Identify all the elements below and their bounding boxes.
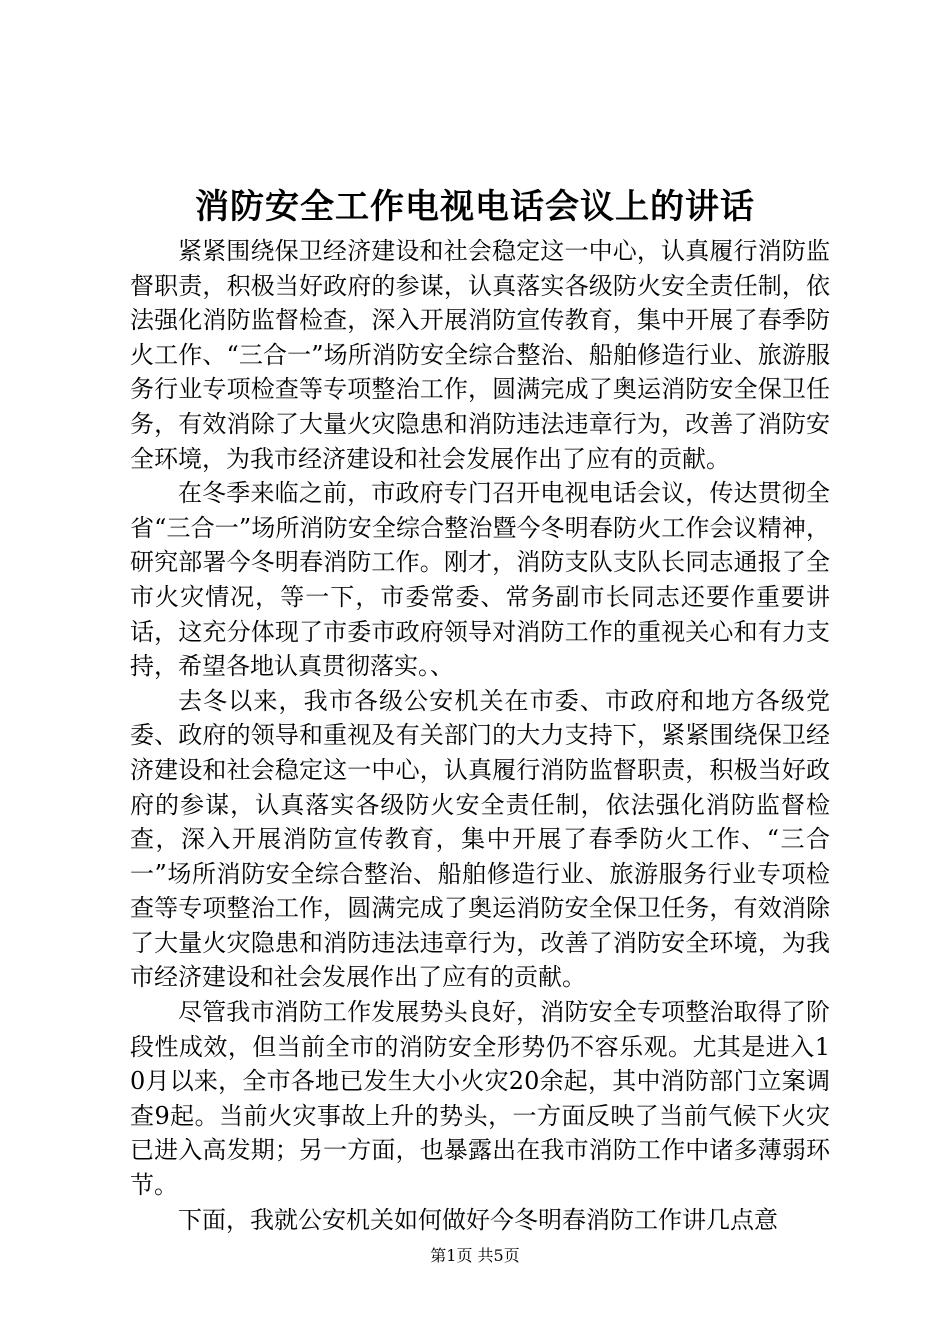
document-title: 消防安全工作电视电话会议上的讲话	[195, 187, 755, 227]
paragraph-1: 紧紧围绕保卫经济建设和社会稳定这一中心，认真履行消防监督职责，积极当好政府的参谋，认真落实各级防火安全责任制，依法强化消防监督检查，深入开展消防宣传教育，集中开展了春季防火工作、“三合一”场所消防安全综合整治、船舶修造行业、旅游服务行业专项检查等专项整治工作，圆满完成了奥运消防安全保卫任务，有效消除了大量火灾隐患和消防违法违章行为，改善了消防安全环境，为我市经济建设和社会发展作出了应有的贡献。	[130, 237, 830, 473]
paragraph-2: 在冬季来临之前，市政府专门召开电视电话会议，传达贯彻全省“三合一”场所消防安全综合整治暨今冬明春防火工作会议精神，研究部署今冬明春消防工作。刚才，消防支队支队长同志通报了全市火灾情况，等一下，市委常委、常务副市长同志还要作重要讲话，这充分体现了市委市政府领导对消防工作的重视关心和有力支持，希望各地认真贯彻落实。、	[130, 479, 830, 681]
page-footer	[0, 1244, 950, 1268]
paragraph-4: 尽管我市消防工作发展势头良好，消防安全专项整治取得了阶段性成效，但当前全市的消防安全形势仍不容乐观。尤其是进入10月以来，全市各地已发生大小火灾20余起，其中消防部门立案调查9起。当前火灾事故上升的势头，一方面反映了当前气候下火灾已进入高发期；另一方面，也暴露出在我市消防工作中诸多薄弱环节。	[130, 998, 830, 1200]
page-indicator: 第1页 共5页	[430, 1246, 520, 1265]
paragraph-3: 去冬以来，我市各级公安机关在市委、市政府和地方各级党委、政府的领导和重视及有关部门的大力支持下，紧紧围绕保卫经济建设和社会稳定这一中心，认真履行消防监督职责，积极当好政府的参谋，认真落实各级防火安全责任制，依法强化消防监督检查，深入开展消防宣传教育，集中开展了春季防火工作、“三合一”场所消防安全综合整治、船舶修造行业、旅游服务行业专项检查等专项整治工作，圆满完成了奥运消防安全保卫任务，有效消除了大量火灾隐患和消防违法违章行为，改善了消防安全环境，为我市经济建设和社会发展作出了应有的贡献。	[130, 686, 830, 992]
document-body	[130, 234, 830, 1237]
paragraph-5: 下面，我就公安机关如何做好今冬明春消防工作讲几点意	[178, 1205, 778, 1234]
